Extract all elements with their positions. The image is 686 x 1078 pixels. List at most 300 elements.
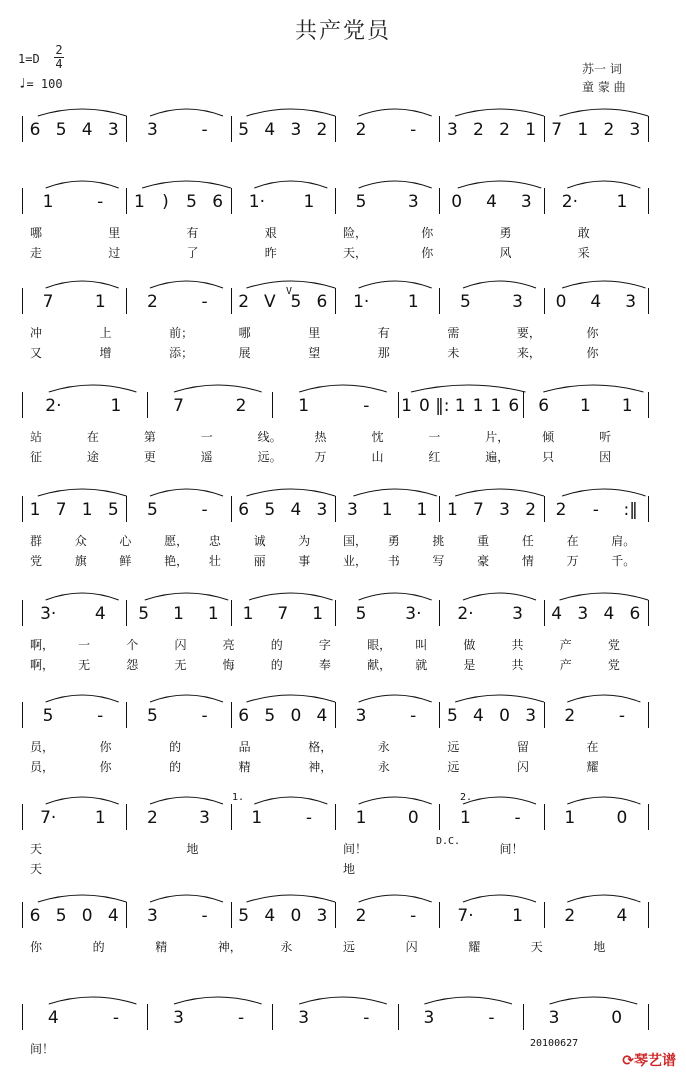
lyric-word: 永 <box>280 940 293 954</box>
note: 1 <box>173 604 184 624</box>
bar-line <box>126 902 127 928</box>
bar-line <box>439 188 440 214</box>
lyric-word: 因 <box>599 450 612 464</box>
lyric-word: 倾 <box>542 430 555 444</box>
slur <box>38 489 127 496</box>
note: 2· <box>457 604 474 624</box>
lyric-word: 山 <box>371 450 384 464</box>
note: - <box>305 808 312 828</box>
bar-line <box>147 1004 148 1030</box>
lyric-word: 远 <box>343 940 356 954</box>
bar-line <box>398 1004 399 1030</box>
note: 3 <box>407 192 419 212</box>
note: 3 <box>316 906 328 926</box>
note: 2 <box>564 706 576 726</box>
bar-line <box>335 902 336 928</box>
note: 5 <box>290 292 302 312</box>
note: 0 <box>555 292 567 312</box>
bar-line <box>126 116 127 142</box>
lyric-word: 远。 <box>257 450 282 464</box>
lyric-word: 怨 <box>126 658 139 672</box>
lyric-word: 遍， <box>485 450 510 464</box>
slur <box>567 797 640 804</box>
bar-line <box>22 188 23 214</box>
lyric-word: 品 <box>238 740 251 754</box>
lyric-word: 的 <box>92 940 105 954</box>
bar-line <box>22 1004 23 1030</box>
tempo-value: = 100 <box>26 77 63 91</box>
lyric-word: 啊， <box>30 658 55 672</box>
bar-line <box>272 392 273 418</box>
note: 2 <box>146 808 158 828</box>
note: 3 <box>423 1008 435 1028</box>
slur <box>150 895 223 902</box>
note: - <box>363 396 370 416</box>
bar-line <box>439 902 440 928</box>
note: 3 <box>107 120 119 140</box>
slur <box>359 695 432 702</box>
lyric-word: 忠 <box>208 534 221 548</box>
bar-line <box>335 288 336 314</box>
note: 0 <box>81 906 93 926</box>
note: 1 <box>81 500 93 520</box>
slur <box>424 997 512 1004</box>
note: 6 <box>538 396 550 416</box>
slur <box>353 489 436 496</box>
note: 3 <box>629 120 641 140</box>
lyric-word: 闪 <box>405 940 418 954</box>
slur <box>46 797 119 804</box>
lyric-word: 写 <box>432 554 445 568</box>
lyric-word: 事 <box>298 554 311 568</box>
lyric-word: 又 <box>30 346 43 360</box>
lyric-word: 上 <box>99 326 112 340</box>
note: 3 <box>290 120 302 140</box>
note: - <box>410 906 417 926</box>
bar-line <box>231 288 232 314</box>
bar-line <box>544 188 545 214</box>
lyric-word: 无 <box>174 658 187 672</box>
bar-line <box>335 116 336 142</box>
lyric-word: 就 <box>415 658 428 672</box>
note: - <box>201 120 208 140</box>
slur <box>174 997 262 1004</box>
lyric-word: 第 <box>143 430 156 444</box>
key-label: 1=D <box>18 52 40 66</box>
note: 1 <box>446 500 458 520</box>
bar-line <box>648 188 649 214</box>
lyric-word: 任 <box>521 534 534 548</box>
note: 1 <box>298 396 310 416</box>
lyric-word: 昨 <box>264 246 277 260</box>
note: 1 <box>381 500 393 520</box>
note: 1 <box>312 604 324 624</box>
note: 1 <box>512 906 523 926</box>
note: 2 <box>525 500 537 520</box>
bar-line <box>544 116 545 142</box>
note: 5 <box>107 500 119 520</box>
slur <box>550 997 638 1004</box>
slur <box>359 797 432 804</box>
slur <box>359 593 432 600</box>
slur <box>411 385 525 392</box>
lyric-word: 群 <box>30 534 43 548</box>
date-stamp: 20100627 <box>530 1038 579 1049</box>
note: 2 <box>316 120 328 140</box>
lyric-word: 过 <box>108 246 121 260</box>
bar-line <box>648 804 649 830</box>
lyric-word: 共 <box>511 638 524 652</box>
lyric-word: 添； <box>169 346 194 360</box>
slur <box>359 281 432 288</box>
bar-line <box>126 188 127 214</box>
slur <box>246 489 335 496</box>
note: 3 <box>146 120 158 140</box>
lyric-word: 未 <box>447 346 460 360</box>
lyric-word: 只 <box>542 450 555 464</box>
note: 4 <box>94 604 106 624</box>
bar-line <box>335 804 336 830</box>
note: - <box>410 706 417 726</box>
note: 4 <box>603 604 615 624</box>
lyric-word: 鲜 <box>119 554 132 568</box>
note: 5 <box>238 120 250 140</box>
slur <box>562 489 645 496</box>
bar-line <box>126 702 127 728</box>
note: 3 <box>512 292 523 312</box>
lyric-word: 增 <box>99 346 112 360</box>
volta-1-label: 1. <box>232 792 245 803</box>
bar-line <box>335 702 336 728</box>
bar-line <box>544 600 545 626</box>
note: 3 <box>577 604 589 624</box>
lyric-word: 站 <box>30 430 43 444</box>
note: 3 <box>316 500 328 520</box>
lyric-word: 共 <box>511 658 524 672</box>
slur <box>246 895 335 902</box>
lyric-word: 永 <box>377 760 390 774</box>
note: 6 <box>238 706 250 726</box>
note: 3 <box>346 500 358 520</box>
lyric-word: 永 <box>377 740 390 754</box>
note: 1 <box>29 500 41 520</box>
lyric-word: 党 <box>30 554 43 568</box>
note: 3 <box>146 906 158 926</box>
bar-line <box>544 804 545 830</box>
note: 4 <box>107 906 119 926</box>
slur <box>49 997 137 1004</box>
lyric-word: 天， <box>343 246 368 260</box>
slur <box>562 281 645 288</box>
lyric-word: 书 <box>387 554 400 568</box>
lyric-word: 精 <box>238 760 251 774</box>
lyric-word: 哪 <box>30 226 43 240</box>
bar-line <box>272 1004 273 1030</box>
bar-line <box>231 804 232 830</box>
note: 5 <box>264 500 276 520</box>
lyric-word: 千。 <box>611 554 636 568</box>
note: :‖ <box>623 500 638 520</box>
lyric-word: 产 <box>559 658 572 672</box>
lyric-word: 悔 <box>222 658 235 672</box>
note: 2 <box>235 396 247 416</box>
lyric-word: 来， <box>516 346 541 360</box>
note: 4 <box>47 1008 59 1028</box>
note: 1 <box>133 192 145 212</box>
note: 4 <box>264 120 276 140</box>
note: - <box>488 1008 495 1028</box>
note: 1 <box>621 396 633 416</box>
lyric-word: 忱 <box>371 430 384 444</box>
lyric-word: 艳， <box>164 554 189 568</box>
note: 0 <box>616 808 628 828</box>
note: 7 <box>277 604 289 624</box>
note: 4 <box>616 906 628 926</box>
lyric-word: 挑 <box>432 534 445 548</box>
lyric-word: 听 <box>599 430 612 444</box>
bar-line <box>648 1004 649 1030</box>
note: 6 <box>29 120 41 140</box>
note: 1 <box>577 120 589 140</box>
lyric-word: 一 <box>428 430 441 444</box>
note: 5 <box>264 706 276 726</box>
lyric-word: 勇 <box>499 226 512 240</box>
note: 1 <box>459 808 471 828</box>
lyricist-credit: 苏一 词 <box>582 62 622 76</box>
note: 0 <box>499 706 510 726</box>
note: 2 <box>499 120 510 140</box>
lyric-word: 奉 <box>318 658 331 672</box>
note: 4 <box>264 906 276 926</box>
site-logo <box>622 1050 676 1070</box>
note: - <box>410 120 417 140</box>
note: 0 <box>407 808 419 828</box>
slur <box>299 997 387 1004</box>
slur <box>254 181 327 188</box>
lyric-word: 了 <box>186 246 199 260</box>
note: 3 <box>499 500 510 520</box>
slur <box>150 489 223 496</box>
lyric-word: 在 <box>566 534 579 548</box>
lyric-word: 片， <box>485 430 510 444</box>
note: - <box>97 192 104 212</box>
lyric-word: 你 <box>99 760 112 774</box>
note: 6 <box>316 292 328 312</box>
lyric-word: 党 <box>607 658 620 672</box>
lyric-word: 格， <box>308 740 333 754</box>
lyric-word: 产 <box>559 638 572 652</box>
slur <box>359 181 432 188</box>
note: 3 <box>520 192 532 212</box>
note: 4 <box>551 604 563 624</box>
slur <box>46 181 119 188</box>
lyric-word: 天 <box>530 940 543 954</box>
lyric-word: 红 <box>428 450 441 464</box>
lyric-word: 旗 <box>74 554 87 568</box>
note: 3 <box>512 604 523 624</box>
note: 2 <box>355 906 367 926</box>
bar-line <box>523 1004 524 1030</box>
dc-marking: D.C. <box>436 836 461 847</box>
slur <box>455 489 544 496</box>
lyric-word: 在 <box>586 740 599 754</box>
composer-credit: 童 蒙 曲 <box>582 80 626 94</box>
lyric-word: 国， <box>343 534 368 548</box>
note: - <box>201 706 208 726</box>
lyric-word: 员， <box>30 740 55 754</box>
lyric-word: 闪 <box>174 638 187 652</box>
lyric-word: 重 <box>477 534 490 548</box>
lyric-word: 众 <box>74 534 87 548</box>
slur <box>150 281 223 288</box>
lyric-word: 哪 <box>238 326 251 340</box>
lyric-word: 里 <box>108 226 121 240</box>
bar-line <box>439 116 440 142</box>
note: 7· <box>40 808 57 828</box>
note: ) <box>162 192 169 212</box>
slur <box>38 109 127 116</box>
bar-line <box>335 600 336 626</box>
lyric-word: 豪 <box>477 554 490 568</box>
note: 7 <box>551 120 563 140</box>
note: 5 <box>459 292 471 312</box>
note: 1 <box>401 396 412 416</box>
note: 1 <box>472 396 484 416</box>
bar-line <box>523 392 524 418</box>
note: 1· <box>353 292 370 312</box>
lyric-word: 丽 <box>253 554 266 568</box>
lyric-word: 风 <box>499 246 512 260</box>
note: 1 <box>94 292 106 312</box>
lyric-word: 有 <box>186 226 199 240</box>
note: 2· <box>561 192 578 212</box>
note: - <box>97 706 104 726</box>
slur <box>463 593 536 600</box>
bar-line <box>22 392 23 418</box>
lyric-word: 无 <box>78 658 91 672</box>
slur <box>246 695 335 702</box>
lyric-word: 啊， <box>30 638 55 652</box>
note: 3 <box>173 1008 184 1028</box>
lyric-word: 愿， <box>164 534 189 548</box>
lyric-word: 间！ <box>499 842 524 856</box>
slur <box>359 895 432 902</box>
lyric-word: 闪 <box>516 760 529 774</box>
lyric-word: 你 <box>30 940 43 954</box>
bar-line <box>439 702 440 728</box>
lyric-word: 为 <box>298 534 311 548</box>
slur <box>150 695 223 702</box>
lyric-word: 献， <box>367 658 392 672</box>
bar-line <box>231 496 232 522</box>
note: 1 <box>94 808 106 828</box>
note: 6 <box>238 500 250 520</box>
lyric-word: 途 <box>86 450 99 464</box>
bar-line <box>544 902 545 928</box>
note: - <box>201 292 208 312</box>
lyric-word: 远 <box>447 740 460 754</box>
lyric-word: 壮 <box>208 554 221 568</box>
bar-line <box>22 116 23 142</box>
note: 3 <box>548 1008 560 1028</box>
bar-line <box>22 288 23 314</box>
lyric-word: 采 <box>577 246 590 260</box>
note: 7 <box>173 396 184 416</box>
note: 5 <box>55 906 67 926</box>
slur <box>142 181 231 188</box>
note: 3 <box>625 292 637 312</box>
page-title: 共产党员 <box>294 19 391 44</box>
lyric-word: 做 <box>463 638 476 652</box>
note: - <box>201 500 208 520</box>
note: V <box>263 292 276 312</box>
note: 1 <box>207 604 219 624</box>
note: 7 <box>42 292 54 312</box>
slur <box>46 281 119 288</box>
slur <box>299 385 387 392</box>
bar-line <box>231 600 232 626</box>
bar-line <box>439 288 440 314</box>
lyric-word: 肩。 <box>611 534 636 548</box>
lyric-word: 字 <box>318 638 331 652</box>
lyric-word: 亮 <box>222 638 235 652</box>
bar-line <box>648 600 649 626</box>
note: 3 <box>446 120 458 140</box>
slur <box>463 797 536 804</box>
note: 2 <box>603 120 615 140</box>
lyric-word: 勇 <box>387 534 400 548</box>
bar-line <box>22 600 23 626</box>
note: 1 <box>251 808 263 828</box>
note: 0 <box>290 706 302 726</box>
bar-line <box>439 600 440 626</box>
note: 6 <box>508 396 520 416</box>
note: 1 <box>616 192 628 212</box>
breath-mark: V <box>286 286 293 297</box>
note: 2· <box>45 396 62 416</box>
lyric-word: 有 <box>377 326 390 340</box>
lyric-word: 的 <box>270 638 283 652</box>
bar-line <box>648 702 649 728</box>
lyric-word: 你 <box>421 226 434 240</box>
lyric-word: 征 <box>30 450 43 464</box>
note: 1 <box>303 192 315 212</box>
note: 0 <box>611 1008 623 1028</box>
note: 5 <box>446 706 458 726</box>
note: - <box>514 808 521 828</box>
note: 6 <box>212 192 224 212</box>
bar-line <box>22 902 23 928</box>
note: 3 <box>355 706 367 726</box>
note: 4 <box>316 706 328 726</box>
bar-line <box>439 804 440 830</box>
slur <box>246 109 335 116</box>
note: 2 <box>473 120 484 140</box>
slur <box>458 181 541 188</box>
lyric-word: 留 <box>516 740 529 754</box>
logo-text: 琴艺谱 <box>634 1053 676 1069</box>
lyric-word: 耀 <box>468 940 481 954</box>
note: 1 <box>564 808 576 828</box>
slur <box>559 109 648 116</box>
note: 1 <box>407 292 419 312</box>
lyric-word: 地 <box>593 940 606 954</box>
slur <box>46 695 119 702</box>
bar-line <box>231 188 232 214</box>
note: 5 <box>146 500 158 520</box>
note: - <box>363 1008 370 1028</box>
lyric-word: 需 <box>447 326 460 340</box>
